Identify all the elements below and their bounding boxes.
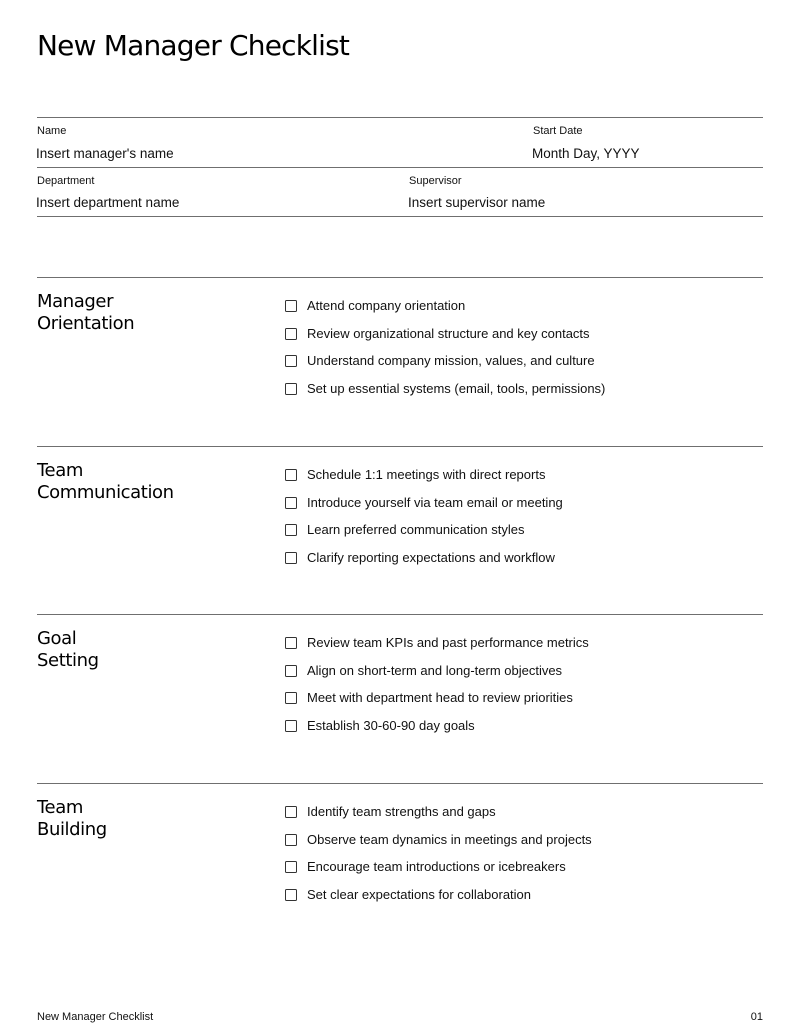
- checklist-item-label: Review organizational structure and key contacts: [307, 325, 590, 341]
- department-field[interactable]: Insert department name: [36, 195, 180, 210]
- footer-title: New Manager Checklist: [37, 1011, 154, 1023]
- section-team-building: [37, 783, 763, 951]
- section-title-line: Goal: [37, 628, 77, 649]
- checklist-item-label: Identify team strengths and gaps: [307, 803, 496, 819]
- section-title-line: Communication: [37, 482, 174, 503]
- checklist-item-label: Align on short-term and long-term objectives: [307, 662, 563, 678]
- checkbox[interactable]: [285, 497, 297, 509]
- section-divider: [37, 446, 763, 447]
- info-bottom-divider: [37, 216, 763, 217]
- checklist-item-label: Attend company orientation: [307, 297, 466, 313]
- checklist-item-label: Understand company mission, values, and culture: [307, 353, 595, 369]
- checklist-item-label: Learn preferred communication styles: [307, 522, 525, 538]
- section-manager-orientation: [37, 277, 763, 445]
- checklist-item: [285, 489, 563, 517]
- checklist-item: [285, 685, 589, 713]
- checklist-item: [285, 881, 592, 909]
- section-title-line: Setting: [37, 650, 99, 671]
- checkbox[interactable]: [285, 665, 297, 677]
- checklist-item: [285, 657, 589, 685]
- section-title-line: Manager: [37, 291, 114, 312]
- info-middle-divider: [37, 167, 763, 168]
- section-title: [37, 291, 237, 335]
- department-label: Department: [37, 175, 95, 187]
- checkbox[interactable]: [285, 552, 297, 564]
- checklist-item: [285, 544, 563, 572]
- checkbox[interactable]: [285, 834, 297, 846]
- checkbox[interactable]: [285, 637, 297, 649]
- supervisor-label: Supervisor: [409, 175, 462, 187]
- checkbox[interactable]: [285, 383, 297, 395]
- section-title: [37, 797, 237, 841]
- checklist-item: [285, 348, 605, 376]
- section-title-line: Orientation: [37, 313, 135, 334]
- checkbox[interactable]: [285, 692, 297, 704]
- checkbox[interactable]: [285, 806, 297, 818]
- section-title: [37, 628, 237, 672]
- checklist-item: [285, 292, 605, 320]
- checklist-item-label: Meet with department head to review priorities: [307, 690, 573, 706]
- checkbox[interactable]: [285, 861, 297, 873]
- checklist-item: [285, 712, 589, 740]
- checklist-item: [285, 517, 563, 545]
- checklist-item: [285, 854, 592, 882]
- checkbox[interactable]: [285, 524, 297, 536]
- info-top-divider: [37, 117, 763, 118]
- supervisor-field[interactable]: Insert supervisor name: [408, 195, 546, 210]
- page-number: 01: [750, 1011, 763, 1023]
- checklist: [285, 798, 592, 909]
- checkbox[interactable]: [285, 469, 297, 481]
- section-title-line: Team: [37, 460, 83, 481]
- section-goal-setting: [37, 614, 763, 782]
- start-date-label: Start Date: [533, 125, 583, 137]
- checkbox[interactable]: [285, 300, 297, 312]
- checklist-item-label: Introduce yourself via team email or meeting: [307, 494, 563, 510]
- checklist: [285, 629, 589, 740]
- checklist-item: [285, 798, 592, 826]
- section-team-communication: [37, 446, 763, 614]
- checkbox[interactable]: [285, 355, 297, 367]
- checklist-item-label: Encourage team introductions or icebreakers: [307, 859, 566, 875]
- section-title-line: Team: [37, 797, 83, 818]
- name-field[interactable]: Insert manager's name: [36, 146, 174, 161]
- name-label: Name: [37, 125, 67, 137]
- checklist-item: [285, 320, 605, 348]
- checklist-item-label: Review team KPIs and past performance metrics: [307, 634, 589, 650]
- checklist: [285, 292, 605, 403]
- page-title: New Manager Checklist: [37, 29, 350, 62]
- checklist-item-label: Schedule 1:1 meetings with direct reports: [307, 466, 546, 482]
- checklist-item-label: Set up essential systems (email, tools, permissions): [307, 381, 606, 397]
- checklist-item: [285, 826, 592, 854]
- section-title: [37, 460, 237, 504]
- section-divider: [37, 277, 763, 278]
- checklist-item-label: Establish 30-60-90 day goals: [307, 718, 475, 734]
- checkbox[interactable]: [285, 328, 297, 340]
- checklist-item: [285, 629, 589, 657]
- checklist-item-label: Clarify reporting expectations and workflow: [307, 550, 555, 566]
- checkbox[interactable]: [285, 720, 297, 732]
- section-divider: [37, 614, 763, 615]
- section-title-line: Building: [37, 819, 107, 840]
- section-divider: [37, 783, 763, 784]
- checklist-item: [285, 461, 563, 489]
- checklist-item: [285, 375, 605, 403]
- start-date-field[interactable]: Month Day, YYYY: [532, 146, 640, 161]
- checklist-item-label: Observe team dynamics in meetings and projects: [307, 831, 592, 847]
- checklist: [285, 461, 563, 572]
- checklist-item-label: Set clear expectations for collaboration: [307, 887, 532, 903]
- checkbox[interactable]: [285, 889, 297, 901]
